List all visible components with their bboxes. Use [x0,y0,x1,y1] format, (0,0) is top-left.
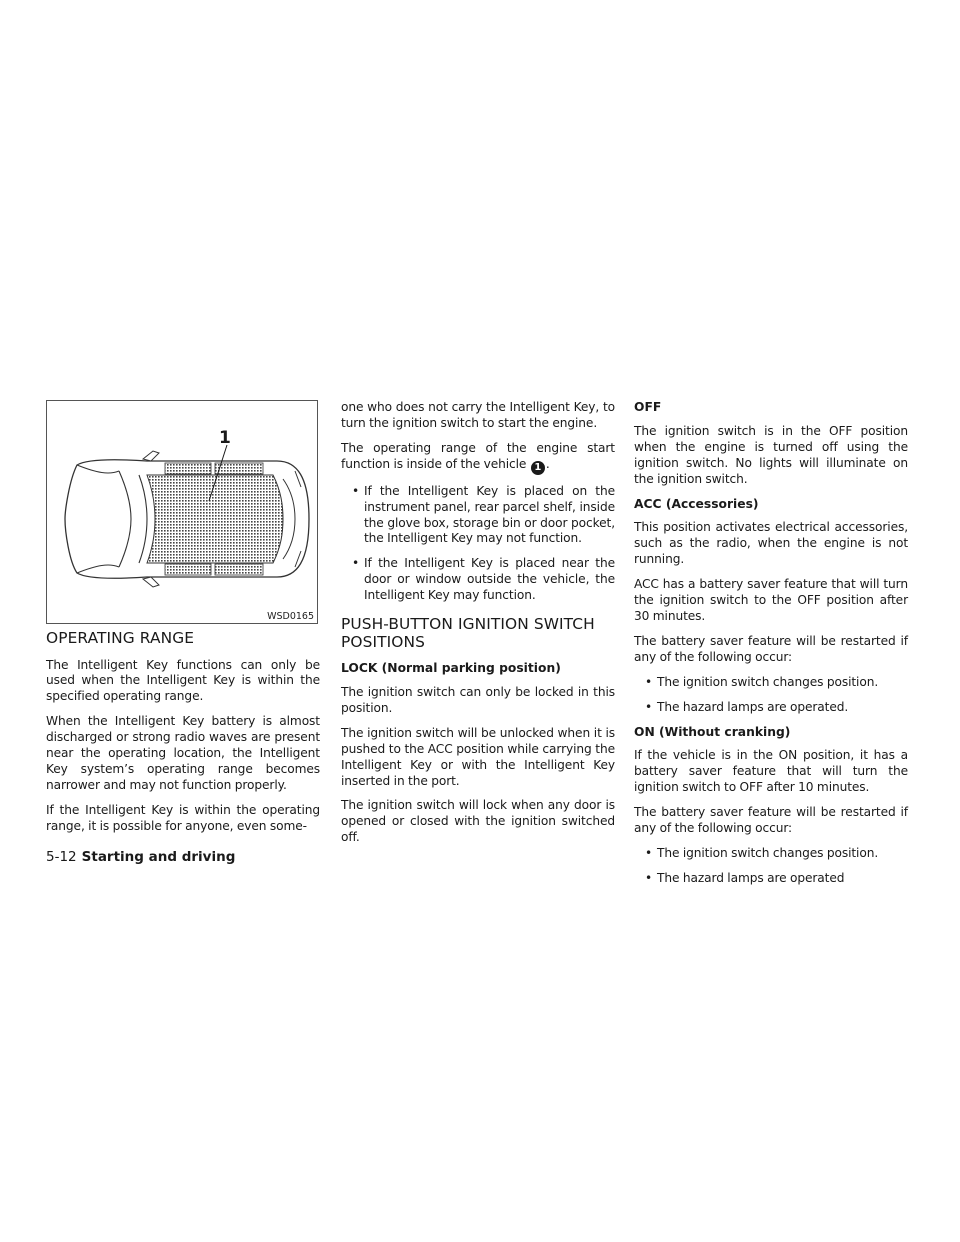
section-title-push-button-positions: PUSH-BUTTON IGNITION SWITCH POSITIONS [341,615,595,651]
bullet-icon: • [645,870,653,885]
paragraph: The battery saver feature will be restarted if any of the following occur: [634,633,908,664]
page-footer [46,849,235,865]
subheading-lock: LOCK (Normal parking position) [341,661,561,676]
subheading-on: ON (Without cranking) [634,724,791,739]
bullet-text: If the Intelligent Key is placed near the door or window outside the vehicle, the Intelligent Key may function. [364,556,615,603]
chapter-title: Starting and driving [81,849,236,865]
paragraph: The ignition switch will be unlocked when it is pushed to the ACC position while carrying the Intelligent Key or with the Intelligent Key inserted in the port. [341,725,615,788]
paragraph: ACC has a battery saver feature that will turn the ignition switch to the OFF position after 30 minutes. [634,577,908,623]
section-title-operating-range: OPERATING RANGE [46,629,195,647]
bullet-item [634,700,908,716]
paragraph-end: . [545,456,550,471]
bullet-text: The ignition switch changes position. [657,845,879,860]
bullet-item [341,556,615,604]
bullet-icon: • [352,483,360,498]
bullet-icon: • [352,556,360,571]
paragraph: When the Intelligent Key battery is almost discharged or strong radio waves are present near the operating location, the Intelligent Key system’s operating range becomes narrower and may not function properly. [46,714,320,792]
bullet-item [634,675,908,691]
figure-id: WSD0165 [267,611,314,622]
callout-1-icon: 1 [531,461,545,475]
car-diagram-figure [46,400,318,624]
bullet-icon: • [645,674,653,689]
figure-callout-1: 1 [219,428,231,448]
bullet-text: The ignition switch changes position. [657,674,879,689]
paragraph: If the vehicle is in the ON position, it has a battery saver feature that will turn the ignition switch to OFF after 10 minutes. [634,748,908,795]
paragraph: The Intelligent Key functions can only be used when the Intelligent Key is within the specified operating range. [46,657,320,704]
paragraph [341,441,615,475]
subheading-off: OFF [634,400,662,414]
bullet-item [341,484,615,548]
paragraph-text: The operating range of the engine start function is inside of the vehicle [341,440,615,471]
bullet-item [634,846,908,862]
paragraph: The ignition switch can only be locked in this position. [341,684,615,715]
paragraph: If the Intelligent Key is within the operating range, it is possible for anyone, even some- [46,802,320,833]
bullet-text: If the Intelligent Key is placed on the instrument panel, rear parcel shelf, inside the glove box, storage bin or door pocket, the Intelligent Key may not function. [364,483,615,546]
paragraph: The ignition switch will lock when any door is opened or closed with the ignition switched off. [341,798,615,845]
paragraph: The battery saver feature will be restarted if any of the following occur: [634,805,908,836]
paragraph: The ignition switch is in the OFF position when the engine is turned off using the ignition switch. No lights will illuminate on the ignition switch. [634,423,908,486]
column-3 [634,400,908,896]
bullet-text: The hazard lamps are operated [657,870,845,885]
column-2 [341,400,615,855]
bullet-item [634,871,908,887]
bullet-icon: • [645,699,653,714]
paragraph: This position activates electrical accessories, such as the radio, when the engine is not running. [634,520,908,567]
bullet-icon: • [645,845,653,860]
page-number: 5-12 [46,849,77,865]
car-top-view-diagram [47,401,317,623]
bullet-text: The hazard lamps are operated. [657,699,849,714]
paragraph: one who does not carry the Intelligent Key, to turn the ignition switch to start the engine. [341,400,615,430]
column-1 [46,400,320,844]
subheading-acc: ACC (Accessories) [634,496,759,511]
